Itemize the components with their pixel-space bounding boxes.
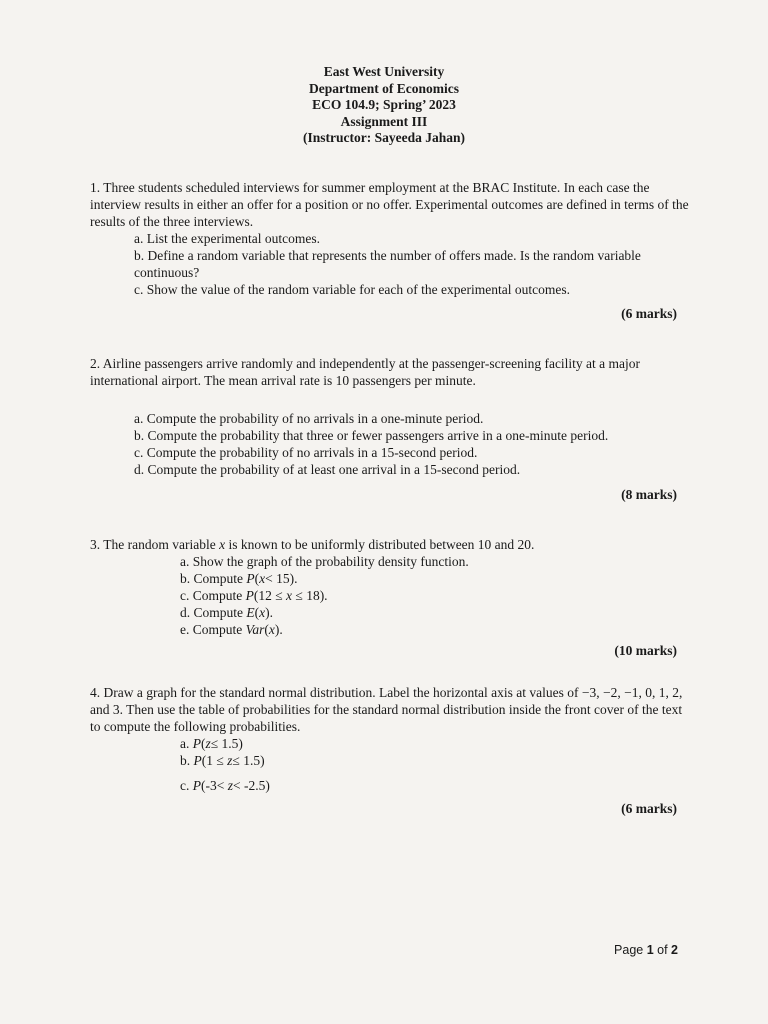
question-3-parts bbox=[90, 553, 690, 638]
question-1-marks: (6 marks) bbox=[621, 306, 677, 321]
question-2-stem: 2. Airline passengers arrive randomly and independently at the passenger-screening facility at a major international airport. The mean arrival rate is 10 passengers per minute. bbox=[90, 356, 641, 388]
question-2-part-a: a. Compute the probability of no arrivals in a one-minute period. bbox=[134, 411, 484, 426]
page-number: Page 1 of 2 bbox=[614, 943, 678, 957]
question-4-marks: (6 marks) bbox=[621, 801, 677, 816]
question-4-part-a: a. P(z≤ 1.5) bbox=[180, 736, 243, 751]
question-2 bbox=[90, 355, 690, 478]
question-3-marks: (10 marks) bbox=[614, 643, 677, 658]
question-1-part-b: b. Define a random variable that represents the number of offers made. Is the random variable continuous? bbox=[134, 248, 641, 280]
instructor-name: (Instructor: Sayeeda Jahan) bbox=[303, 130, 465, 145]
question-3-stem: 3. The random variable x is known to be uniformly distributed between 10 and 20. bbox=[90, 537, 535, 552]
question-4 bbox=[90, 684, 690, 794]
question-1-parts bbox=[90, 230, 690, 298]
university-name: East West University bbox=[323, 64, 445, 79]
question-1 bbox=[90, 179, 690, 298]
question-3-part-e: e. Compute Var(x). bbox=[180, 622, 283, 637]
question-2-parts bbox=[90, 410, 690, 478]
question-3-part-c: c. Compute P(12 ≤ x ≤ 18). bbox=[180, 588, 328, 603]
question-2-part-b: b. Compute the probability that three or fewer passengers arrive in a one-minute period. bbox=[134, 428, 609, 443]
question-3-part-d: d. Compute E(x). bbox=[180, 605, 273, 620]
document-header bbox=[0, 64, 768, 147]
question-1-stem: 1. Three students scheduled interviews for summer employment at the BRAC Institute. In each case the interview results in either an offer for a position or no offer. Experimental outcomes are defined in terms of the results of the three interviews. bbox=[90, 180, 689, 229]
course-code: ECO 104.9; Spring’ 2023 bbox=[312, 97, 456, 112]
question-4-parts bbox=[90, 735, 690, 794]
variable-x: x bbox=[219, 537, 226, 552]
question-3-part-b: b. Compute P(x< 15). bbox=[180, 571, 298, 586]
question-1-part-c: c. Show the value of the random variable for each of the experimental outcomes. bbox=[134, 282, 570, 297]
question-4-stem: 4. Draw a graph for the standard normal distribution. Label the horizontal axis at values of −3, −2, −1, 0, 1, 2, and 3. Then use the table of probabilities for the standard normal distribution inside the front cover of the text to compute the following probabilities. bbox=[90, 685, 683, 734]
question-4-part-c: c. P(-3< z< -2.5) bbox=[180, 778, 270, 793]
assignment-title: Assignment III bbox=[340, 113, 428, 129]
department-name: Department of Economics bbox=[309, 80, 459, 96]
question-2-part-d: d. Compute the probability of at least one arrival in a 15-second period. bbox=[134, 462, 521, 477]
question-4-part-b: b. P(1 ≤ z≤ 1.5) bbox=[180, 753, 265, 768]
question-2-part-c: c. Compute the probability of no arrivals in a 15-second period. bbox=[134, 445, 478, 460]
question-1-part-a: a. List the experimental outcomes. bbox=[134, 231, 320, 246]
question-3 bbox=[90, 536, 690, 638]
question-2-marks: (8 marks) bbox=[621, 487, 677, 502]
question-3-part-a: a. Show the graph of the probability density function. bbox=[180, 554, 469, 569]
